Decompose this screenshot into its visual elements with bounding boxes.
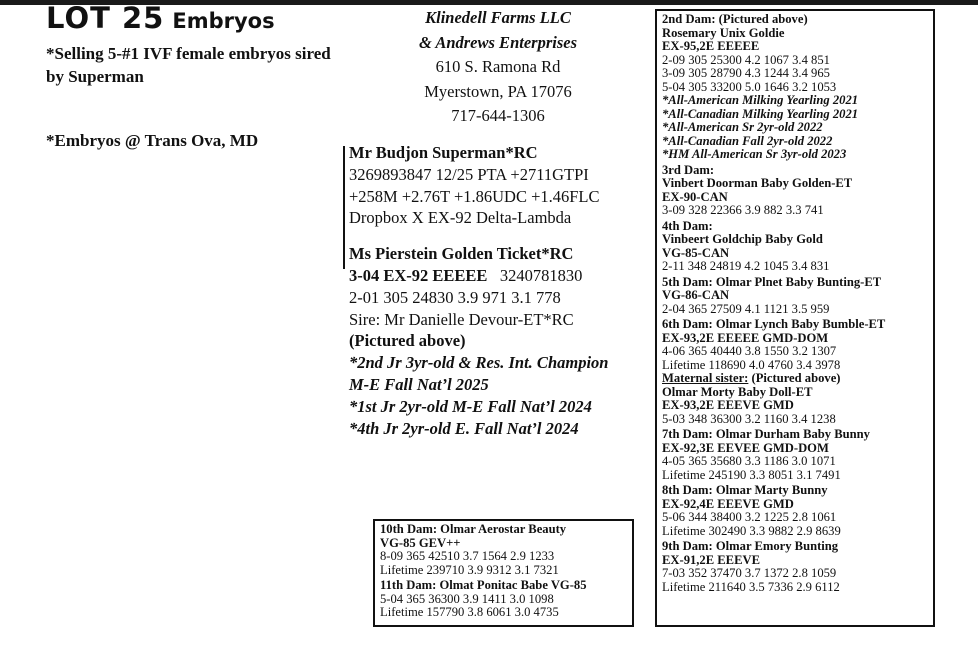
ancestry-box-left: [373, 519, 634, 627]
dam-section: [662, 276, 928, 317]
pedigree-line: [662, 260, 928, 274]
pedigree-line: [380, 550, 627, 564]
pedigree-text: 2nd Dam: (Pictured above): [662, 12, 808, 26]
pedigree-line: [662, 540, 928, 554]
pedigree-line: [662, 359, 928, 373]
sire-line-1: 3269893847 12/25 PTA +2711GTPI: [349, 164, 589, 184]
pedigree-line: [662, 67, 928, 81]
pedigree-text: 5th Dam: Olmar Plnet Baby Bunting-ET: [662, 274, 882, 289]
pedigree-line: [662, 345, 928, 359]
pedigree-text: Lifetime 211640 3.5 7336 2.9 6112: [662, 579, 840, 594]
pedigree-line: [662, 54, 928, 68]
pedigree-text: 5-06 344 38400 3.2 1225 2.8 1061: [662, 510, 837, 524]
pedigree-line: [662, 135, 928, 149]
pedigree-line: [662, 413, 928, 427]
pedigree-line: [662, 567, 928, 581]
pedigree-text: 5-04 305 33200 5.0 1646 3.2 1053: [662, 79, 837, 94]
dam-section: [662, 164, 928, 218]
pedigree-text: 4-05 365 35680 3.3 1186 3.0 1071: [662, 454, 836, 468]
pedigree-text: *All-Canadian Milking Yearling 2021: [662, 106, 859, 121]
pedigree-line: [662, 511, 928, 525]
pedigree-line: [662, 233, 928, 247]
dam-section: [662, 220, 928, 274]
pedigree-text: 7-03 352 37470 3.7 1372 2.8 1059: [662, 566, 837, 580]
pedigree-text: 2-09 305 25300 4.2 1067 3.4 851: [662, 52, 830, 67]
pedigree-text: EX-92,3E EEVEE GMD-DOM: [662, 440, 829, 455]
pedigree-line: [662, 525, 928, 539]
dam-award: *1st Jr 2yr-old M-E Fall Nat’l 2024: [349, 396, 592, 416]
pedigree-line: [662, 40, 928, 54]
pedigree-bracket: [343, 146, 345, 269]
pedigree-line: [662, 442, 928, 456]
pedigree-line: [662, 108, 928, 122]
pedigree-text: VG-86-CAN: [662, 288, 730, 302]
consignor-name-1: Klinedell Farms LLC: [425, 8, 571, 27]
dam-section: [380, 579, 627, 620]
pedigree-text: 6th Dam: Olmar Lynch Baby Bumble-ET: [662, 317, 886, 331]
pedigree-line: [662, 247, 928, 261]
dam-pictured-note: (Pictured above): [349, 331, 466, 351]
pedigree-line: [662, 94, 928, 108]
pedigree-line: [380, 579, 627, 593]
pedigree-text: 4-06 365 40440 3.8 1550 3.2 1307: [662, 344, 837, 358]
pedigree-line: [662, 399, 928, 413]
pedigree-line: [662, 13, 928, 27]
pedigree-line: [662, 428, 928, 442]
dam-registration: 3240781830: [499, 265, 583, 285]
dam-sire: Sire: Mr Danielle Devour-ET*RC: [349, 309, 574, 329]
dam-section: [662, 540, 928, 594]
pedigree-line: [662, 289, 928, 303]
pedigree-text: EX-90-CAN: [662, 189, 728, 204]
dam-class-score: 3-04 EX-92 EEEEE: [349, 265, 488, 285]
selling-note: *Selling 5-#1 IVF female embryos sired by Superman: [46, 44, 331, 86]
pedigree-text-suffix: (Pictured above): [748, 371, 841, 385]
dam-award: *4th Jr 2yr-old E. Fall Nat’l 2024: [349, 418, 579, 438]
pedigree-text: 8th Dam: Olmar Marty Bunny: [662, 483, 828, 497]
consignor-city: Myerstown, PA 17076: [424, 81, 572, 101]
pedigree-text: EX-93,2E EEEEE GMD-DOM: [662, 330, 829, 345]
pedigree-text: Vinbeert Goldchip Baby Gold: [662, 232, 823, 246]
pedigree-text: EX-93,2E EEEVE GMD: [662, 398, 794, 412]
pedigree-line: [380, 593, 627, 607]
pedigree-line: [380, 606, 627, 620]
pedigree-text: Olmar Morty Baby Doll-ET: [662, 384, 813, 399]
lot-suffix: Embryos: [172, 9, 275, 33]
pedigree-text: 3-09 328 22366 3.9 882 3.3 741: [662, 203, 824, 217]
pedigree-line: [662, 220, 928, 234]
pedigree-line: [662, 498, 928, 512]
pedigree-text: *All-Canadian Fall 2yr-old 2022: [662, 133, 833, 148]
dam-section: [662, 318, 928, 426]
pedigree-line: [662, 204, 928, 218]
pedigree-text: Maternal sister:: [662, 371, 749, 385]
ancestry-box-right: [655, 9, 935, 627]
pedigree-text: Lifetime 239710 3.9 9312 3.1 7321: [380, 562, 559, 577]
pedigree-text: Rosemary Unix Goldie: [662, 25, 785, 40]
pedigree-text: EX-91,2E EEEVE: [662, 552, 760, 567]
sire-name: Mr Budjon Superman*RC: [349, 143, 538, 162]
sire-line-2: +258M +2.76T +1.86UDC +1.46FLC: [349, 186, 600, 206]
pedigree-text: EX-95,2E EEEEE: [662, 39, 760, 53]
pedigree-text: *All-American Sr 2yr-old 2022: [662, 120, 823, 134]
pedigree-text: 11th Dam: Olmat Ponitac Babe VG-85: [380, 578, 587, 592]
pedigree-line: [662, 121, 928, 135]
pedigree-line: [662, 455, 928, 469]
pedigree-line: [662, 177, 928, 191]
pedigree-line: [662, 27, 928, 41]
pedigree-text: VG-85-CAN: [662, 245, 730, 260]
dam-record: 2-01 305 24830 3.9 971 3.1 778: [349, 287, 561, 307]
pedigree-line: [662, 372, 928, 386]
embryo-location: *Embryos @ Trans Ova, MD: [46, 131, 259, 150]
pedigree-line: [662, 581, 928, 595]
pedigree-text: 10th Dam: Olmar Aerostar Beauty: [380, 522, 567, 536]
pedigree-text: VG-85 GEV++: [380, 535, 461, 550]
pedigree-text: 5-03 348 36300 3.2 1160 3.4 1238: [662, 411, 836, 426]
lot-title: [46, 1, 275, 35]
pedigree-text: EX-92,4E EEEVE GMD: [662, 496, 794, 511]
pedigree-line: [662, 484, 928, 498]
pedigree-text: 2-04 365 27509 4.1 1121 3.5 959: [662, 301, 830, 316]
pedigree-line: [380, 537, 627, 551]
pedigree-line: [662, 318, 928, 332]
pedigree-text: Vinbert Doorman Baby Golden-ET: [662, 176, 853, 190]
dam-award: *2nd Jr 3yr-old & Res. Int. Champion: [349, 353, 609, 373]
pedigree-text: 2-11 348 24819 4.2 1045 3.4 831: [662, 259, 830, 273]
pedigree-line: [662, 386, 928, 400]
pedigree-text: Lifetime 245190 3.3 8051 3.1 7491: [662, 467, 841, 482]
consignor-name-2: & Andrews Enterprises: [418, 32, 577, 52]
pedigree-line: [380, 564, 627, 578]
pedigree-line: [662, 554, 928, 568]
dam-section: [662, 428, 928, 482]
lot-number: LOT 25: [46, 1, 165, 35]
consignor-street: 610 S. Ramona Rd: [435, 57, 561, 76]
pedigree-line: [662, 303, 928, 317]
dam-section: [662, 13, 928, 162]
pedigree-text: 4th Dam:: [662, 218, 713, 233]
pedigree-line: [662, 81, 928, 95]
pedigree-line: [662, 276, 928, 290]
pedigree-line: [662, 332, 928, 346]
sire-line-3: Dropbox X EX-92 Delta-Lambda: [349, 208, 572, 228]
pedigree-text: 9th Dam: Olmar Emory Bunting: [662, 539, 839, 553]
pedigree-text: Lifetime 157790 3.8 6061 3.0 4735: [380, 605, 559, 619]
pedigree-text: *All-American Milking Yearling 2021: [662, 93, 859, 107]
consignor-phone: 717-644-1306: [451, 106, 545, 125]
pedigree-line: [662, 469, 928, 483]
pedigree-line: [662, 191, 928, 205]
pedigree-text: *HM All-American Sr 3yr-old 2023: [662, 147, 847, 161]
pedigree-block: [349, 142, 649, 439]
pedigree-text: 3-09 305 28790 4.3 1244 3.4 965: [662, 66, 830, 80]
dam-name: Ms Pierstein Golden Ticket*RC: [349, 244, 574, 264]
pedigree-text: 3rd Dam:: [662, 162, 715, 177]
pedigree-text: 8-09 365 42510 3.7 1564 2.9 1233: [380, 549, 555, 563]
dam-section: [662, 484, 928, 538]
consignor-block: [390, 6, 606, 129]
dam-award: M-E Fall Nat’l 2025: [349, 374, 489, 394]
pedigree-text: Lifetime 118690 4.0 4760 3.4 3978: [662, 357, 841, 372]
pedigree-line: [662, 148, 928, 162]
pedigree-text: 5-04 365 36300 3.9 1411 3.0 1098: [380, 591, 554, 606]
pedigree-line: [662, 164, 928, 178]
pedigree-text: Lifetime 302490 3.3 9882 2.9 8639: [662, 523, 841, 538]
dam-section: [380, 523, 627, 577]
dam-class-line: [349, 265, 649, 287]
pedigree-line: [380, 523, 627, 537]
pedigree-text: 7th Dam: Olmar Durham Baby Bunny: [662, 427, 870, 441]
